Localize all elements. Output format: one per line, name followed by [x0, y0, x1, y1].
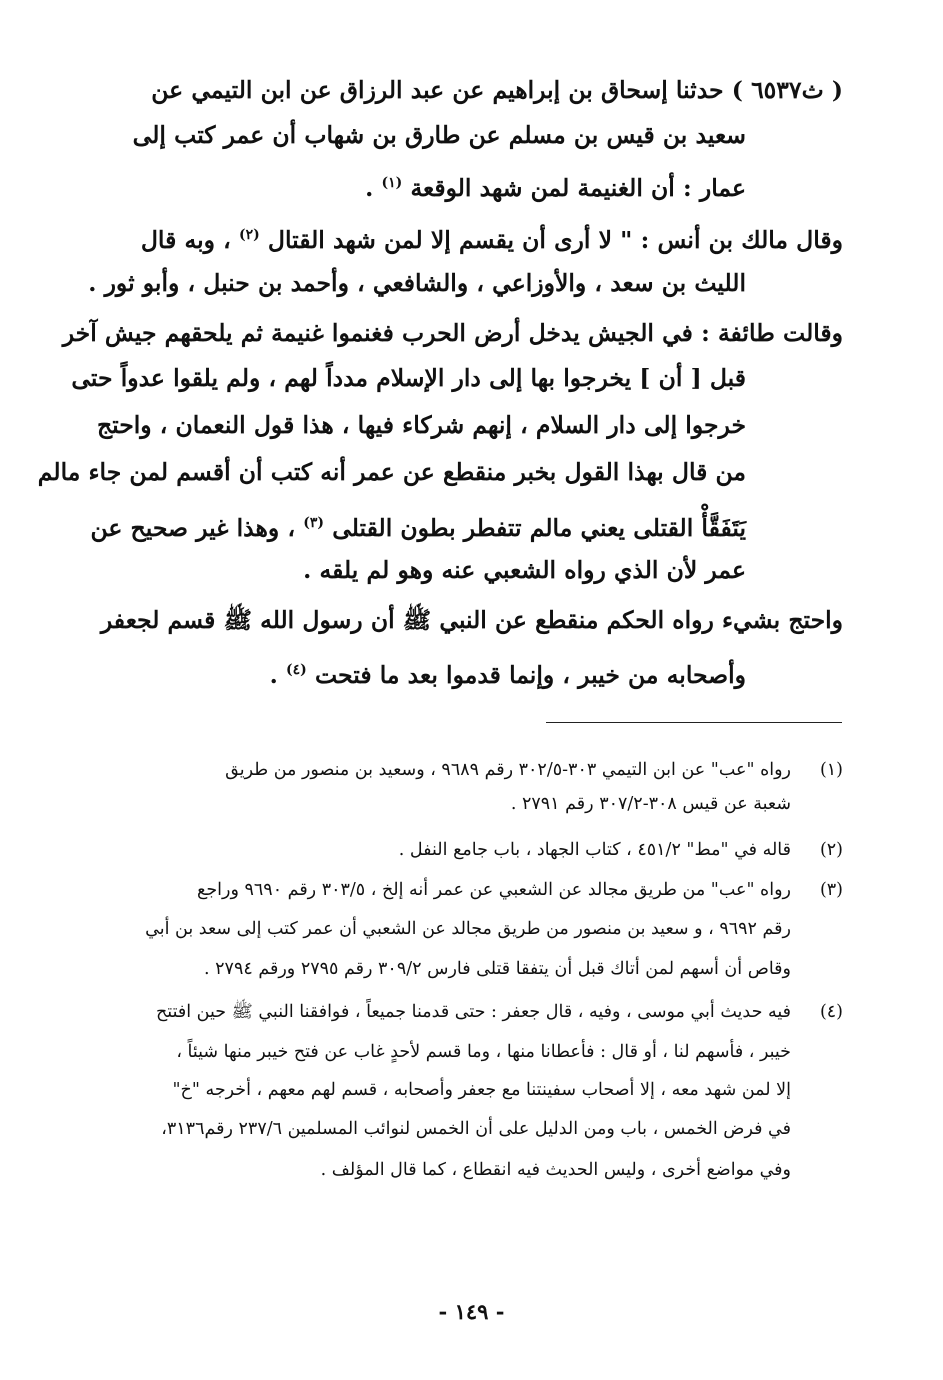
main-text-line — [365, 168, 746, 203]
main-text-line: عمر لأن الذي رواه الشعبي عنه وهو لم يلقه . — [303, 556, 746, 584]
text-segment: . — [269, 660, 278, 689]
footnote-line — [225, 758, 843, 782]
footnote-separator — [546, 722, 842, 723]
main-text-line: من قال بهذا القول بخبر منقطع عن عمر أنه كتب أن أقسم لمن جاء مالم — [37, 458, 746, 486]
page-number: - ١٤٩ - — [438, 1299, 505, 1324]
footnote-line: وقاص أن أسهم لمن أتاك قبل أن يتفقا قتلى فارس ٣٠٩/٢ رقم ٢٧٩٥ ورقم ٢٧٩٤ . — [204, 959, 791, 979]
text-segment: . — [365, 173, 374, 202]
footnote-number: (٣) — [819, 880, 843, 900]
text-segment: ، وهذا غير صحيح عن — [90, 513, 296, 542]
footnote-number: (٢) — [819, 840, 843, 860]
main-text-line: سعيد بن قيس بن مسلم عن طارق بن شهاب أن عمر كتب إلى — [132, 121, 746, 149]
footnote-line: في فرض الخمس ، باب ومن الدليل على أن الخمس لنوائب المسلمين ٢٣٧/٦ رقم٣١٣٦، — [161, 1119, 791, 1139]
footnote-text: رواه "عب" من طريق مجالد عن الشعبي عن عمر أنه إلخ ، ٣٠٣/٥ رقم ٩٦٩٠ وراجع — [197, 880, 791, 900]
footnote-ref[interactable]: (٤) — [286, 662, 307, 678]
footnote-line — [399, 838, 843, 862]
main-text-line: خرجوا إلى دار السلام ، إنهم شركاء فيها ، هذا قول النعمان ، واحتج — [96, 411, 746, 439]
main-text-line: قبل [ أن ] يخرجوا بها إلى دار الإسلام مدداً لهم ، ولم يلقوا عدواً حتى — [71, 364, 746, 392]
main-text-line: وقالت طائفة : في الجيش يدخل أرض الحرب فغنموا غنيمة ثم يلحقهم جيش آخر — [62, 319, 843, 347]
footnote-ref[interactable]: (١) — [381, 175, 403, 191]
footnote-text: رواه "عب" عن ابن التيمي ٣٠٣-٣٠٢/٥ رقم ٩٦٨٩ ، وسعيد بن منصور من طريق — [225, 760, 791, 780]
main-text-line — [90, 508, 746, 543]
footnote-number: (١) — [819, 760, 843, 780]
text-segment: وقال مالك بن أنس : " لا أرى أن يقسم إلا لمن شهد القتال — [267, 225, 843, 254]
footnote-line: شعبة عن قيس ٣٠٨-٣٠٧/٢ رقم ٢٧٩١ . — [510, 794, 791, 814]
footnote-ref[interactable]: (٢) — [238, 227, 260, 243]
main-text-line: الليث بن سعد ، والأوزاعي ، والشافعي ، وأحمد بن حنبل ، وأبو ثور . — [88, 269, 746, 297]
footnote-text: قاله في "مط" ٤٥١/٢ ، كتاب الجهاد ، باب جامع النفل . — [398, 840, 791, 860]
text-segment: عمار : أن الغنيمة لمن شهد الوقعة — [410, 173, 746, 202]
text-segment: وأصحابه من خيبر ، وإنما قدموا بعد ما فتحت — [314, 660, 746, 689]
footnote-number: (٤) — [819, 1002, 843, 1022]
main-text-line: واحتج بشيء رواه الحكم منقطع عن النبي ﷺ أن رسول الله ﷺ قسم لجعفر — [100, 606, 843, 634]
main-text-line — [141, 220, 843, 255]
main-text-line: ( ث٦٥٣٧ ) حدثنا إسحاق بن إبراهيم عن عبد الرزاق عن ابن التيمي عن — [151, 76, 843, 104]
footnote-ref[interactable]: (٣) — [303, 515, 324, 531]
footnote-line: رقم ٩٦٩٢ ، و سعيد بن منصور من طريق مجالد عن الشعبي أن عمر كتب إلى سعد بن أبي — [145, 919, 791, 939]
footnote-text: فيه حديث أبي موسى ، وفيه ، قال جعفر : حتى قدمنا جميعاً ، فوافقنا النبي ﷺ حين افتتح — [156, 1002, 791, 1022]
main-text-line — [270, 655, 746, 690]
text-segment: يَتَفَقَّأْ القتلى يعني مالم تتفطر بطون القتلى — [332, 513, 746, 542]
text-segment: ، وبه قال — [140, 225, 231, 254]
footnote-line — [156, 1000, 843, 1024]
footnote-line: إلا لمن شهد معه ، إلا أصحاب سفينتنا مع جعفر وأصحابه ، قسم لهم معهم ، أخرجه "خ" — [172, 1080, 791, 1100]
footnote-line: وفي مواضع أخرى ، وليس الحديث فيه انقطاع ، كما قال المؤلف . — [320, 1160, 791, 1180]
footnote-line — [197, 878, 843, 902]
footnote-line: خيبر ، فأسهم لنا ، أو قال : فأعطانا منها ، وما قسم لأحدٍ غاب عن فتح خيبر منها شيئاً ، — [176, 1042, 791, 1062]
